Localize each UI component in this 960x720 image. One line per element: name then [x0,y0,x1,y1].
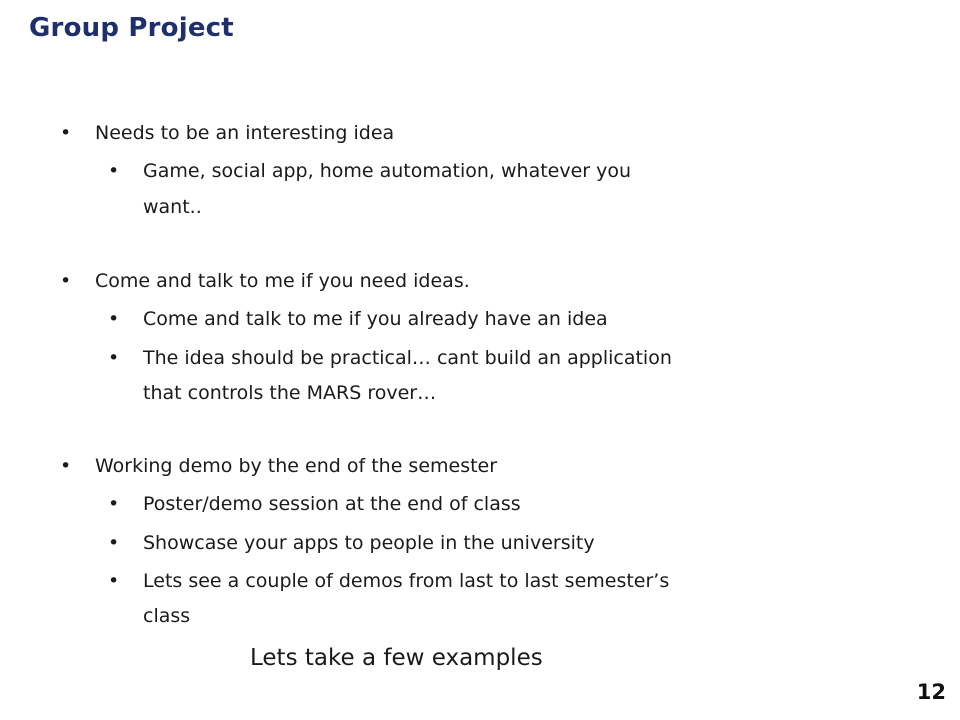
sub-bullet-item [108,304,608,334]
callout-text: Lets take a few examples [250,645,543,671]
sub-bullet-item [108,528,595,558]
bullet-text: Poster/demo session at the end of class [143,493,521,515]
bullet-text: Lets see a couple of demos from last to last semester’s [143,570,670,592]
bullet-item [60,266,470,296]
bullet-dot: • [108,570,120,592]
bullet-text: Game, social app, home automation, whatever you [143,160,632,182]
bullet-continuation [143,378,436,408]
bullet-text: Working demo by the end of the semester [95,455,498,477]
bullet-dot: • [108,160,120,182]
bullet-continuation [143,601,190,631]
bullet-dot: • [108,532,120,554]
bullet-dot: • [60,122,72,144]
bullet-dot: • [60,270,72,292]
slide-title: Group Project [29,13,234,43]
sub-bullet-item [108,156,632,186]
bullet-text: The idea should be practical… cant build an application [143,347,672,369]
bullet-item [60,118,395,148]
bullet-dot: • [60,455,72,477]
bullet-text: that controls the MARS rover… [143,382,437,404]
slide-number: 12 [916,680,946,704]
bullet-dot: • [108,347,120,369]
bullet-text: Come and talk to me if you already have an idea [143,308,608,330]
bullet-dot: • [108,308,120,330]
bullet-text: Come and talk to me if you need ideas. [95,270,470,292]
bullet-text: Needs to be an interesting idea [95,122,395,144]
bullet-text: Showcase your apps to people in the university [143,532,595,554]
bullet-text: class [143,605,191,627]
bullet-dot: • [108,493,120,515]
sub-bullet-item [108,489,521,519]
bullet-continuation [143,192,202,222]
sub-bullet-item [108,566,670,596]
sub-bullet-item [108,343,672,373]
bullet-text: want.. [143,196,202,218]
bullet-item [60,451,498,481]
